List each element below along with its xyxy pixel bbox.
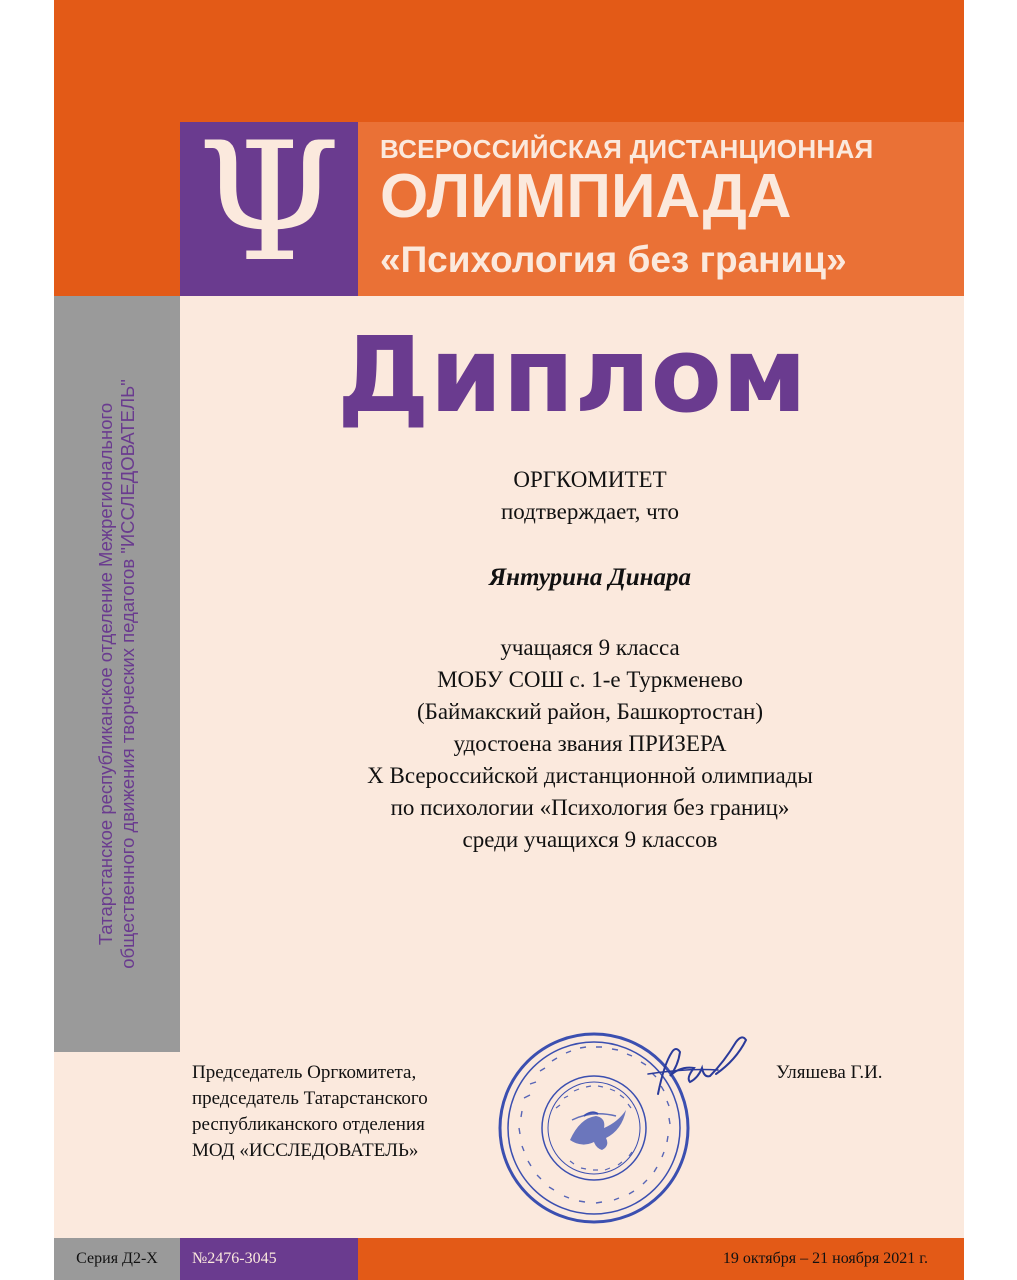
chair-line: Председатель Оргкомитета, — [192, 1062, 417, 1083]
chair-name: Уляшева Г.И. — [776, 1062, 883, 1083]
detail-line: МОБУ СОШ с. 1-е Туркменево — [437, 667, 743, 692]
psi-logo — [180, 107, 358, 298]
series-label: Серия Д2-X — [54, 1238, 180, 1280]
side-organization-text — [95, 324, 139, 1024]
chair-line: республиканского отделения — [192, 1114, 425, 1135]
org-confirms: подтверждает, что — [501, 499, 679, 524]
olympiad-heading: ОЛИМПИАДА — [380, 162, 792, 231]
detail-line: учащаяся 9 класса — [500, 635, 680, 660]
diploma-number: №2476-3045 — [180, 1238, 358, 1280]
olympiad-title-box — [358, 122, 964, 296]
diploma-title: Диплом — [337, 314, 807, 436]
org-block — [240, 464, 940, 528]
side-text-line-2: общественного движения творческих педагогов "ИССЛЕДОВАТЕЛЬ" — [117, 379, 138, 969]
diploma-page — [54, 0, 964, 1280]
side-text-line-1: Татарстанское республиканское отделение Межрегионального — [95, 402, 116, 946]
olympiad-subtitle: ВСЕРОССИЙСКАЯ ДИСТАНЦИОННАЯ — [380, 134, 874, 164]
signature — [638, 1034, 788, 1108]
detail-line: по психологии «Психология без границ» — [390, 795, 790, 820]
org-name: ОРГКОМИТЕТ — [513, 467, 667, 492]
side-band — [54, 296, 180, 1052]
footer-band — [54, 1238, 964, 1280]
detail-line: среди учащихся 9 классов — [462, 827, 718, 852]
detail-line: (Баймакский район, Башкортостан) — [416, 699, 764, 724]
chair-title — [192, 1060, 428, 1164]
detail-line: удостоена звания ПРИЗЕРА — [453, 731, 727, 756]
chair-line: МОД «ИССЛЕДОВАТЕЛЬ» — [192, 1140, 419, 1161]
detail-line: X Всероссийской дистанционной олимпиады — [367, 763, 813, 788]
olympiad-name: «Психология без границ» — [380, 239, 847, 280]
recipient-name: Янтурина Динара — [488, 564, 692, 591]
psi-icon: Ψ — [197, 107, 341, 298]
chair-line: председатель Татарстанского — [192, 1088, 428, 1109]
olympiad-dates: 19 октября – 21 ноября 2021 г. — [358, 1238, 964, 1280]
award-details — [240, 632, 940, 856]
